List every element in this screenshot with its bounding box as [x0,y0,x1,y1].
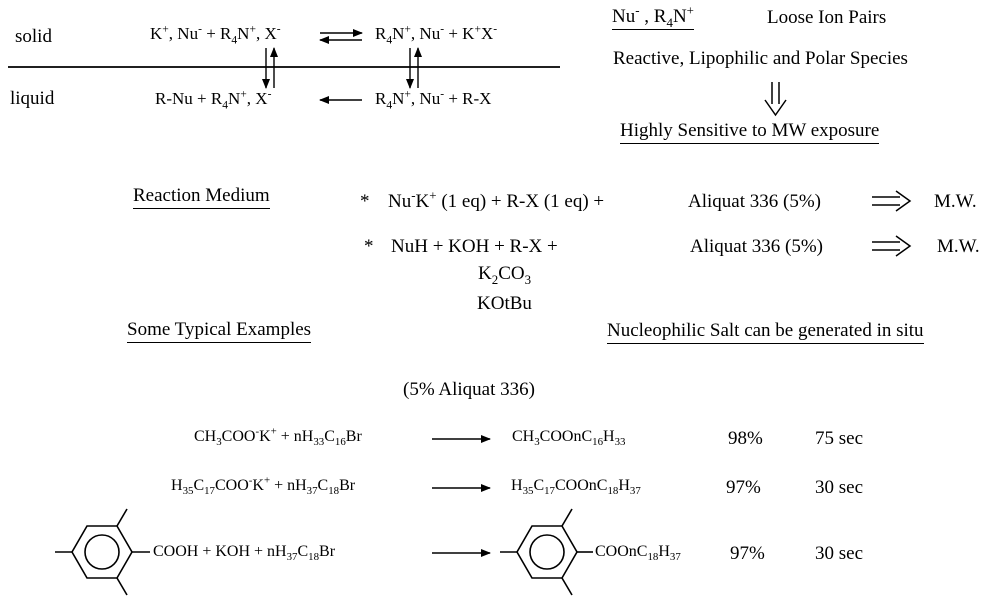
example3-reactants: COOH + KOH + $nH_{37}C_{18}Br$ [153,543,336,564]
medium1-catalyst: Aliquat 336 (5%) [688,191,821,212]
medium2-star: * [364,236,374,257]
reaction-medium-heading: Reaction Medium [133,186,270,209]
example2-product: $H_{35}C_{17}COOnC_{18}H_{37}$ [511,477,641,498]
mesityl-ring-reactant [55,509,150,595]
eq-top-left: K+, $Nu^- + R_4N^+$, X- [150,22,281,47]
example1-yield: 98% [728,428,763,449]
medium2-reagents: NuH + KOH + R-X + [391,236,558,257]
typical-examples-heading: Some Typical Examples [127,320,311,343]
medium1-product: M.W. [934,191,977,212]
loose-ion-pairs-label: Loose Ion Pairs [767,7,887,28]
medium1-reagents: Nu-K+ (1 eq) + R-X (1 eq) + [388,187,605,212]
example2-time: 30 sec [815,477,864,498]
eq-bot-left: $R-Nu + R_4N^+$, X- [155,87,272,112]
example1-time: 75 sec [815,428,864,449]
liquid-phase-label: liquid [10,88,55,109]
example1-product: $CH_3COOnC_{16}H_{33}$ [512,428,626,449]
eq-bot-right: $R_4N^+$, Nu- + R-X [375,87,492,112]
catalyst-note: (5% Aliquat 336) [403,379,535,400]
medium1-star: * [360,191,370,212]
example2-yield: 97% [726,477,761,498]
medium2-catalyst: Aliquat 336 (5%) [690,236,823,257]
double-down-arrow [765,82,786,115]
equilibrium-arrow-top [320,33,362,40]
solid-phase-label: solid [15,26,52,47]
base-k2co3: $K_2CO_3$ [478,263,532,287]
vertical-equilibrium-left [266,48,274,88]
mw-sensitive-label: Highly Sensitive to MW exposure [620,121,879,144]
example3-product: $COOnC_{18}H_{37}$ [595,543,681,564]
eq-top-right: $R_4N^+$, Nu- + K+X- [375,22,498,47]
species-label: Reactive, Lipophilic and Polar Species [613,48,908,69]
ion-pair-label: Nu- , $R_4N^+$ [612,2,694,30]
example3-time: 30 sec [815,543,864,564]
in-situ-heading: Nucleophilic Salt can be generated in situ [607,321,924,344]
example1-reactants: $CH_3COO^-K^+ + nH_{33}C_{16}Br$ [194,425,362,449]
mesityl-ring-product [500,509,593,595]
example2-reactants: $H_{35}C_{17}COO^-K^+ + nH_{37}C_{18}Br$ [171,474,356,498]
vertical-equilibrium-right [410,48,418,88]
medium2-product: M.W. [937,236,980,257]
implies-arrow-2 [872,236,910,256]
example3-yield: 97% [730,543,765,564]
implies-arrow-1 [872,191,910,211]
base-kotbu: KOtBu [477,293,532,314]
